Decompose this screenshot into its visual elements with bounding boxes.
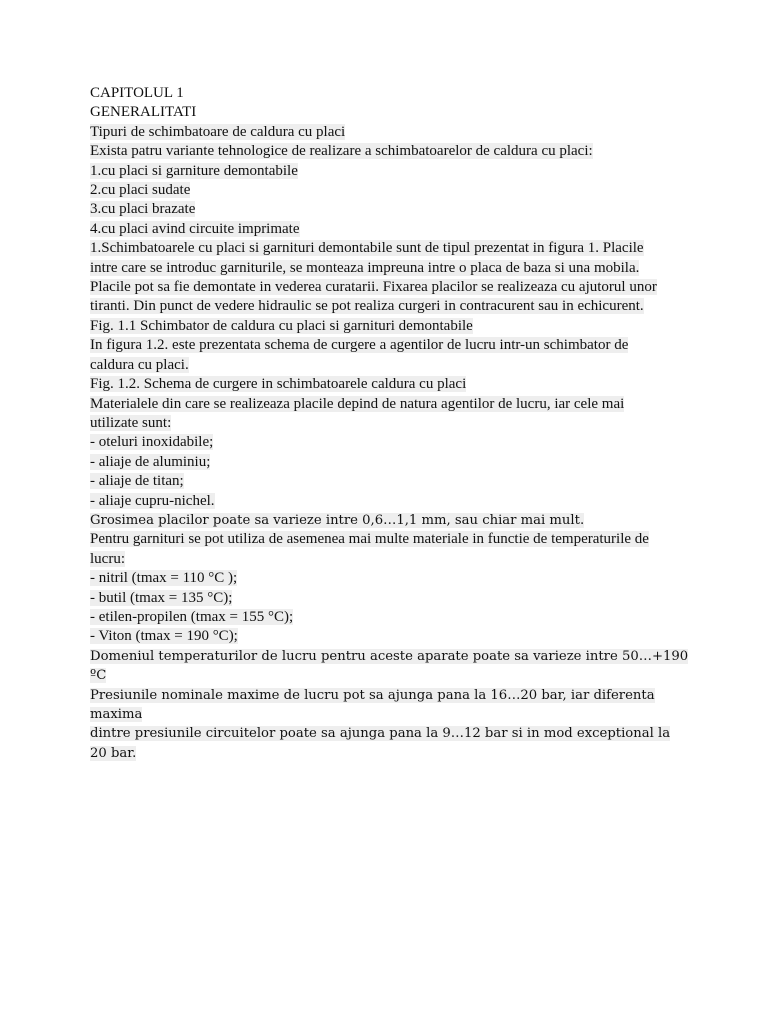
gasket-item: - etilen-propilen (tmax = 155 °C); <box>90 608 294 625</box>
paragraph-line: tiranti. Din punct de vedere hidraulic se pot realiza curgeri in contracurent sau in echicurent. <box>90 298 644 315</box>
material-item: - aliaje de titan; <box>90 473 184 490</box>
paragraph-line: In figura 1.2. este prezentata schema de curgere a agentilor de lucru intr-un schimbator de <box>90 337 629 354</box>
paragraph-line: Pentru garnituri se pot utiliza de asemenea mai multe materiale in functie de temperaturile de <box>90 531 649 548</box>
gasket-item: - butil (tmax = 135 °C); <box>90 589 233 606</box>
paragraph-line: Placile pot sa fie demontate in vederea curatarii. Fixarea placilor se realizeaza cu ajutorul unor <box>90 279 657 296</box>
gasket-item: - Viton (tmax = 190 °C); <box>90 628 238 645</box>
paragraph-line: Materialele din care se realizeaza placile depind de natura agentilor de lucru, iar cele mai <box>90 395 625 412</box>
pressure-line: dintre presiunile circuitelor poate sa ajunga pana la 9…12 bar si in mod exceptional la 20 bar. <box>90 726 671 761</box>
section-subtitle: Tipuri de schimbatoare de caldura cu placi <box>90 123 346 140</box>
paragraph-line: lucru: <box>90 550 125 567</box>
document-page <box>90 84 690 763</box>
pressure-line: Presiunile nominale maxime de lucru pot sa ajunga pana la 16…20 bar, iar diferenta maxima <box>90 687 655 722</box>
paragraph-line: intre care se introduc garniturile, se monteaza impreuna intre o placa de baza si una mobila. <box>90 259 640 276</box>
figure-caption: Fig. 1.2. Schema de curgere in schimbatoarele caldura cu placi <box>90 376 467 393</box>
paragraph-line: 1.Schimbatoarele cu placi si garnituri demontabile sunt de tipul prezentat in figura 1. Placile <box>90 240 644 257</box>
material-item: - aliaje cupru-nichel. <box>90 492 215 509</box>
paragraph-line: caldura cu placi. <box>90 356 189 373</box>
variant-item: 3.cu placi brazate <box>90 201 196 218</box>
variant-item: 1.cu placi si garniture demontabile <box>90 162 298 179</box>
material-item: - oteluri inoxidabile; <box>90 434 214 451</box>
chapter-label: CAPITOLUL 1 <box>90 85 184 101</box>
gasket-item: - nitril (tmax = 110 °C ); <box>90 570 238 587</box>
material-item: - aliaje de aluminiu; <box>90 453 211 470</box>
variant-item: 2.cu placi sudate <box>90 182 191 199</box>
intro-paragraph: Exista patru variante tehnologice de realizare a schimbatoarelor de caldura cu placi: <box>90 143 593 160</box>
figure-caption: Fig. 1.1 Schimbator de caldura cu placi si garnituri demontabile <box>90 317 473 334</box>
temperature-range-line: Domeniul temperaturilor de lucru pentru aceste aparate poate sa varieze intre 50…+190 ºC <box>90 648 689 684</box>
chapter-heading: GENERALITATI <box>90 104 197 121</box>
thickness-line: Grosimea placilor poate sa varieze intre 0,6…1,1 mm, sau chiar mai mult. <box>90 512 585 528</box>
paragraph-line: utilizate sunt: <box>90 414 172 431</box>
variant-item: 4.cu placi avind circuite imprimate <box>90 220 300 237</box>
